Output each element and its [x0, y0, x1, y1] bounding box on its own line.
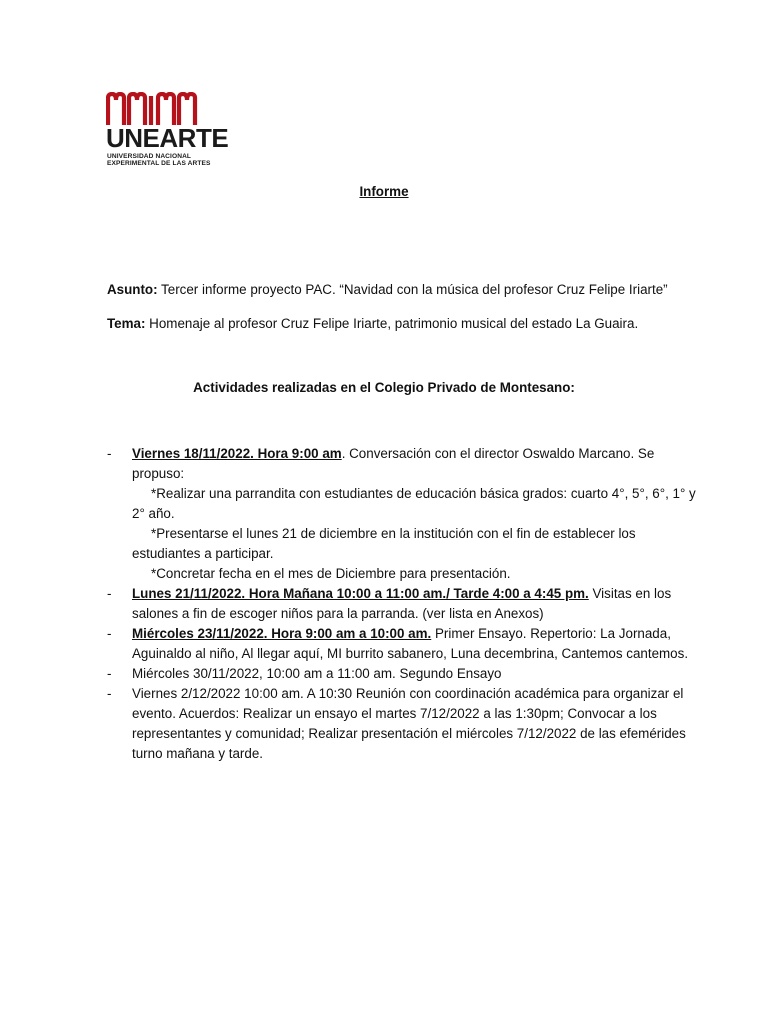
document-title: Informe — [359, 184, 409, 199]
tema-label: Tema: — [107, 316, 146, 331]
item-subpoint: *Realizar una parrandita con estudiantes de educación básica grados: cuarto 4°, 5°, 6°, 1° y — [151, 486, 696, 501]
list-bullet: - — [107, 446, 112, 461]
logo-wordmark: UNEARTE — [106, 123, 229, 153]
section-heading: Actividades realizadas en el Colegio Privado de Montesano: — [193, 380, 575, 395]
item-text: propuso: — [132, 466, 185, 481]
list-item — [107, 584, 687, 624]
list-item — [107, 444, 696, 584]
item-text: . Conversación con el director Oswaldo Marcano. Se — [341, 446, 655, 461]
item-text: salones a fin de escoger niños para la parranda. (ver lista en Anexos) — [132, 606, 544, 621]
item-subpoint: *Concretar fecha en el mes de Diciembre para presentación. — [151, 566, 511, 581]
list-item — [107, 684, 687, 764]
asunto-label: Asunto: — [107, 282, 158, 297]
item-text: representantes y comunidad; Realizar presentación el miércoles 7/12/2022 de las efemérides — [132, 726, 686, 741]
item-subpoint: estudiantes a participar. — [132, 546, 274, 561]
item-date: Lunes 21/11/2022. Hora Mañana 10:00 a 11:00 am./ Tarde 4:00 a 4:45 pm. — [132, 586, 589, 601]
item-text: Primer Ensayo. Repertorio: La Jornada, — [431, 626, 671, 641]
unearte-logo — [106, 92, 229, 172]
asunto-paragraph — [107, 280, 668, 300]
list-item — [107, 664, 687, 684]
item-subpoint: 2° año. — [132, 506, 175, 521]
item-text: Visitas en los — [588, 586, 672, 601]
item-text: evento. Acuerdos: Realizar un ensayo el martes 7/12/2022 a las 1:30pm; Convocar a los — [132, 706, 657, 721]
item-date: Miércoles 23/11/2022. Hora 9:00 am a 10:00 am. — [132, 626, 432, 641]
logo-subtitle-line1: UNIVERSIDAD NACIONAL — [107, 153, 192, 160]
list-bullet: - — [107, 626, 112, 641]
logo-mark-icon — [106, 92, 202, 126]
tema-paragraph — [107, 314, 638, 334]
list-bullet: - — [107, 666, 112, 681]
item-text: Miércoles 30/11/2022, 10:00 am a 11:00 am. Segundo Ensayo — [132, 666, 502, 681]
list-bullet: - — [107, 686, 112, 701]
item-text: Aguinaldo al niño, Al llegar aquí, MI burrito sabanero, Luna decembrina, Cantemos cantemos. — [132, 646, 689, 661]
asunto-text: Tercer informe proyecto PAC. “Navidad con la música del profesor Cruz Felipe Iriarte” — [157, 282, 668, 297]
activities-list — [107, 444, 696, 764]
list-bullet: - — [107, 586, 112, 601]
logo-subtitle-line2: EXPERIMENTAL DE LAS ARTES — [107, 160, 211, 167]
item-text: turno mañana y tarde. — [132, 746, 264, 761]
item-date: Viernes 18/11/2022. Hora 9:00 am — [132, 446, 342, 461]
tema-text: Homenaje al profesor Cruz Felipe Iriarte, patrimonio musical del estado La Guaira. — [145, 316, 639, 331]
item-text: Viernes 2/12/2022 10:00 am. A 10:30 Reunión con coordinación académica para organizar el — [132, 686, 684, 701]
list-item — [107, 624, 687, 664]
item-subpoint: *Presentarse el lunes 21 de diciembre en la institución con el fin de establecer los — [151, 526, 636, 541]
